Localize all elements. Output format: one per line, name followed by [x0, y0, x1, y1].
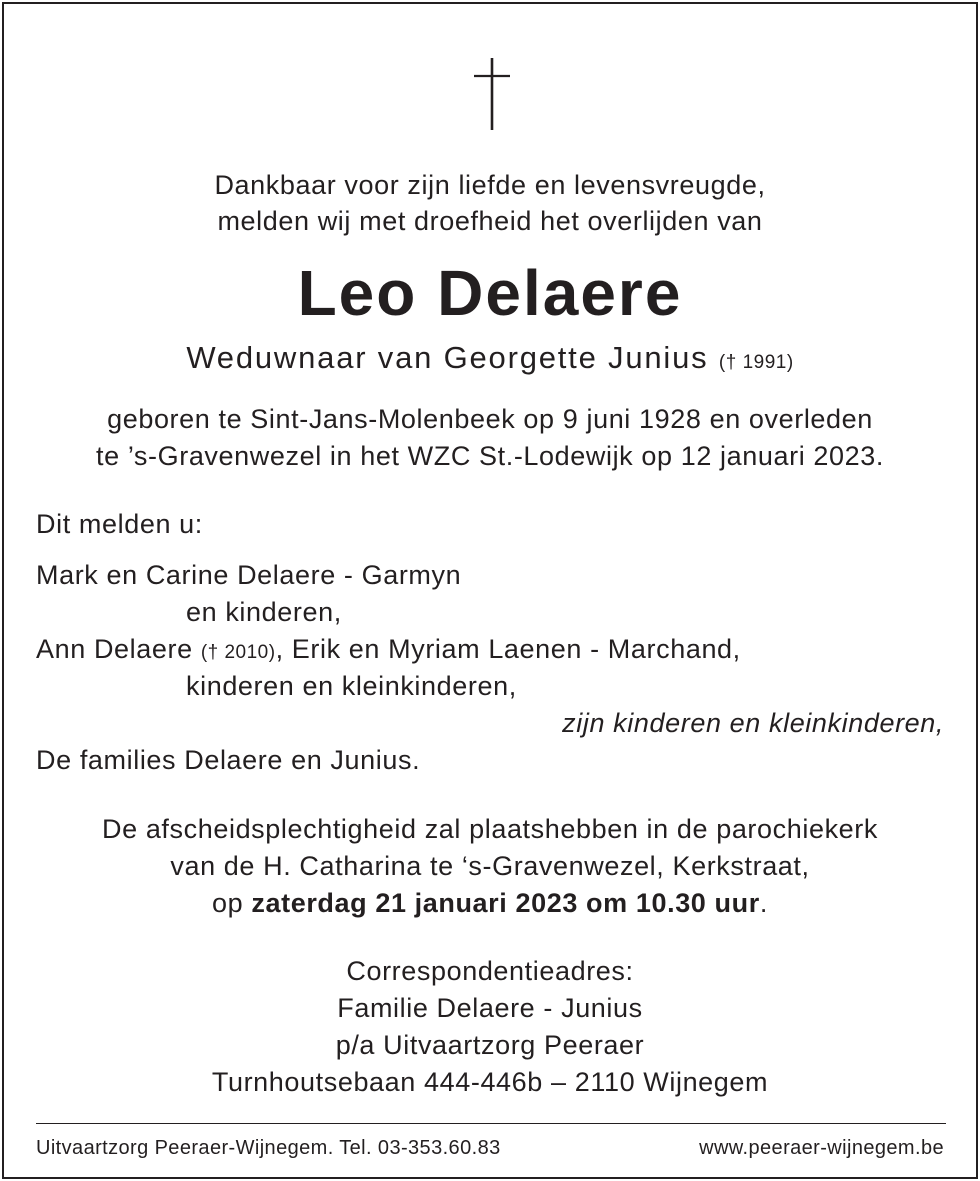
birth-death-line-1: geboren te Sint-Jans-Molenbeek op 9 juni 1928 en overleden	[107, 404, 873, 434]
correspondence-family: Familie Delaere - Junius	[337, 993, 643, 1023]
intro-line-2: melden wij met droefheid het overlijden van	[217, 206, 763, 236]
ceremony-suffix: .	[759, 888, 768, 918]
obituary-card	[2, 2, 978, 1179]
ceremony-line-1: De afscheidsplechtigheid zal plaatshebben in de parochiekerk	[102, 814, 878, 844]
announcer-line-1: Mark en Carine Delaere - Garmyn	[36, 560, 462, 590]
footer-website: www.peeraer-wijnegem.be	[699, 1137, 944, 1159]
announcer-line-2: en kinderen,	[186, 597, 342, 627]
intro-line-1: Dankbaar voor zijn liefde en levensvreugde,	[214, 170, 766, 200]
latin-cross-icon	[472, 56, 512, 132]
widow-death-year: († 1991)	[718, 352, 794, 373]
birth-death-line-2: te ’s-Gravenwezel in het WZC St.-Lodewijk op 12 januari 2023.	[96, 441, 884, 471]
announcer-erik-myriam: , Erik en Myriam Laenen - Marchand,	[275, 634, 741, 664]
ann-death-year: († 2010)	[200, 642, 276, 663]
announcers-heading: Dit melden u:	[36, 509, 203, 539]
announcer-line-3	[36, 631, 741, 671]
announcer-ann: Ann Delaere	[36, 634, 193, 664]
ceremony-line-2: van de H. Catharina te ‘s-Gravenwezel, Kerkstraat,	[170, 851, 810, 881]
widow-line	[4, 338, 976, 383]
ceremony-date-time: zaterdag 21 januari 2023 om 10.30 uur	[251, 888, 760, 918]
footer-funeral-home: Uitvaartzorg Peeraer-Wijnegem. Tel. 03-353.60.83	[36, 1137, 501, 1159]
correspondence-address: Turnhoutsebaan 444-446b – 2110 Wijnegem	[211, 1067, 769, 1097]
correspondence-care-of: p/a Uitvaartzorg Peeraer	[335, 1030, 645, 1060]
ceremony-line-3	[4, 885, 976, 922]
footer-divider	[36, 1123, 946, 1124]
widow-of: Weduwnaar van Georgette Junius	[186, 340, 709, 375]
announcer-line-5: zijn kinderen en kleinkinderen,	[562, 708, 944, 738]
correspondence-heading: Correspondentieadres:	[346, 956, 634, 986]
deceased-name: Leo Delaere	[297, 257, 683, 329]
announcer-line-4: kinderen en kleinkinderen,	[186, 671, 517, 701]
ceremony-prefix: op	[212, 888, 252, 918]
announcer-line-6: De families Delaere en Junius.	[36, 745, 421, 775]
